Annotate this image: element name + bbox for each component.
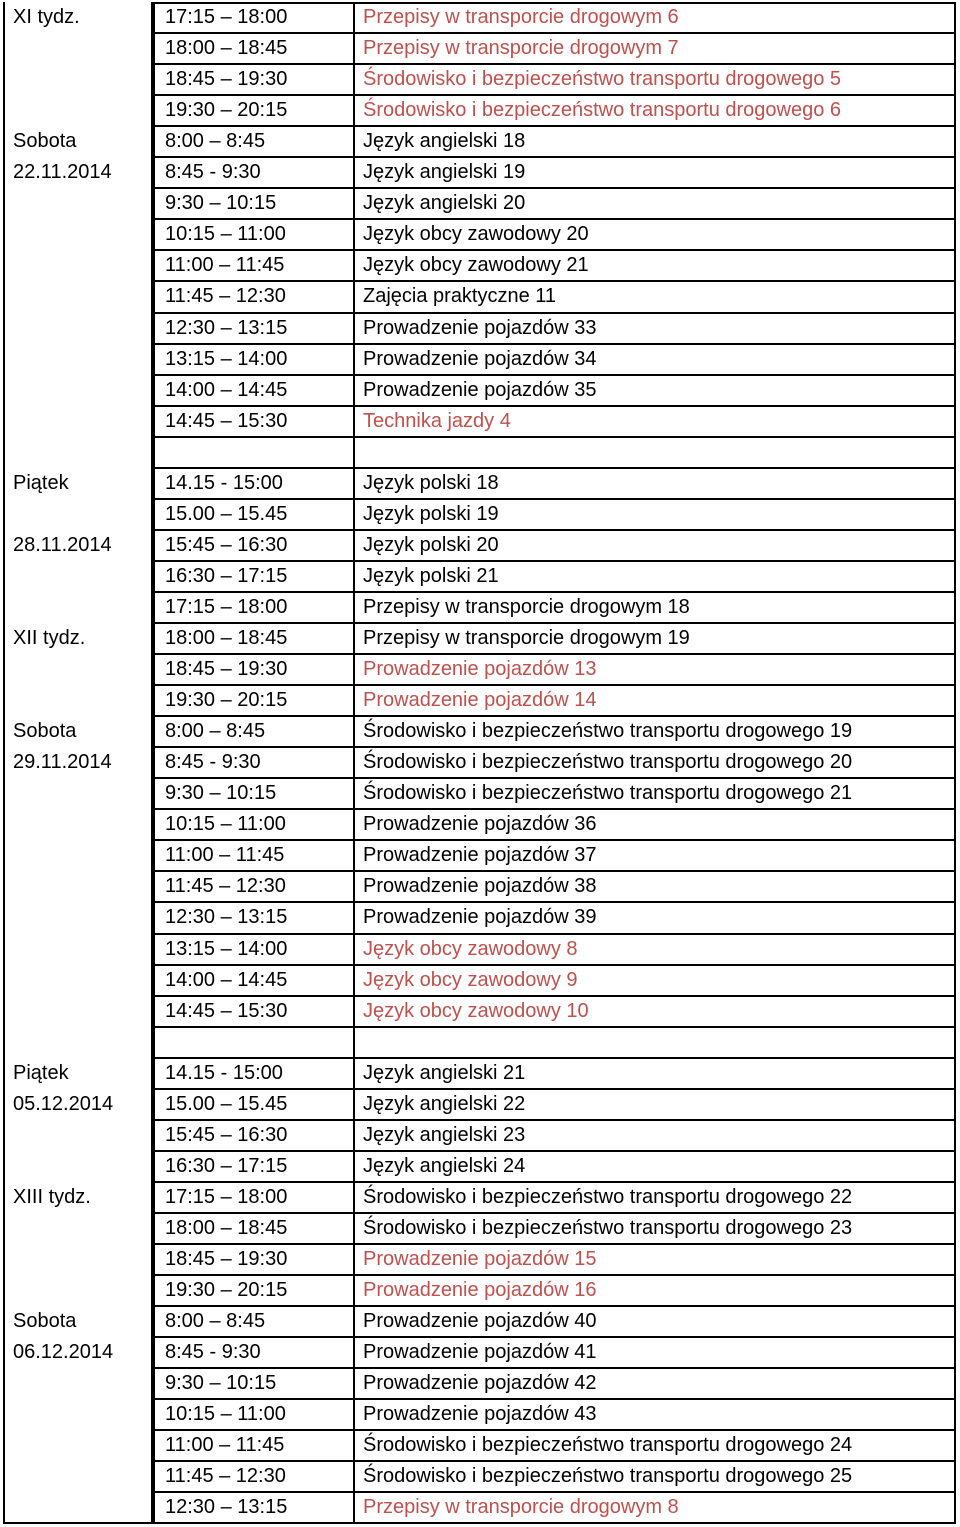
schedule-row: [155, 623, 956, 654]
time-slot: 14:45 – 15:30: [165, 409, 288, 432]
schedule-row: [155, 33, 956, 64]
schedule-row: [155, 871, 956, 902]
schedule-row: [155, 157, 956, 188]
schedule-row: [155, 64, 956, 95]
time-slot: 8:45 - 9:30: [165, 161, 261, 184]
schedule-row: [155, 592, 956, 623]
schedule-row: [155, 965, 956, 996]
subject: Prowadzenie pojazdów 35: [363, 378, 597, 401]
schedule-row: [155, 716, 956, 747]
subject: Przepisy w transporcie drogowym 19: [363, 627, 690, 649]
schedule-row: [155, 1492, 956, 1523]
time-slot: 14.15 - 15:00: [165, 471, 283, 494]
schedule-row: [155, 499, 956, 530]
subject: Prowadzenie pojazdów 14: [363, 689, 597, 712]
schedule-row: [155, 1337, 956, 1368]
time-slot: 8:00 – 8:45: [165, 720, 266, 743]
time-slot: 14:00 – 14:45: [165, 968, 288, 991]
subject: Przepisy w transporcie drogowym 8: [363, 1496, 679, 1519]
schedule-row: [155, 1399, 956, 1430]
subject: [363, 437, 953, 468]
time-slot: [165, 1027, 355, 1058]
time-slot: 10:15 – 11:00: [165, 1403, 286, 1426]
schedule-row: [155, 840, 956, 871]
time-slot: 9:30 – 10:15: [165, 192, 277, 215]
time-slot: 12:30 – 13:15: [165, 316, 288, 339]
schedule-row: [155, 406, 956, 437]
subject: Język polski 20: [363, 533, 499, 556]
schedule-row: [155, 281, 956, 312]
subject: Przepisy w transporcie drogowym 18: [363, 595, 690, 618]
day-label: Piątek: [13, 1061, 69, 1084]
subject: Prowadzenie pojazdów 40: [363, 1310, 597, 1333]
schedule-row: [155, 1306, 956, 1337]
subject: Język angielski 24: [363, 1154, 526, 1177]
time-slot: 18:00 – 18:45: [165, 1216, 288, 1239]
subject: Język angielski 22: [363, 1092, 526, 1115]
schedule-row: [155, 902, 956, 933]
time-slot: 8:45 - 9:30: [165, 1341, 261, 1364]
time-slot: 17:15 – 18:00: [165, 6, 288, 28]
time-slot: 18:00 – 18:45: [165, 37, 288, 60]
schedule-row: [155, 250, 956, 281]
week-label: XII tydz.: [13, 627, 86, 649]
subject: Prowadzenie pojazdów 33: [363, 316, 597, 339]
subject: Język angielski 21: [363, 1061, 526, 1084]
subject: Język angielski 23: [363, 1123, 526, 1146]
time-slot: 16:30 – 17:15: [165, 564, 288, 587]
subject: Język obcy zawodowy 10: [363, 999, 589, 1022]
subject: Prowadzenie pojazdów 43: [363, 1403, 597, 1426]
table-bottom-border: [3, 1522, 956, 1524]
day-label: Sobota: [13, 720, 77, 743]
schedule-row: [155, 1182, 956, 1213]
schedule-row: [155, 344, 956, 375]
time-slot: 15:45 – 16:30: [165, 1123, 288, 1146]
date-label: 22.11.2014: [13, 161, 112, 184]
schedule-row: [155, 1368, 956, 1399]
time-slot: 15:45 – 16:30: [165, 533, 288, 556]
schedule-row: [155, 437, 956, 468]
schedule-row: [155, 1461, 956, 1492]
subject: Prowadzenie pojazdów 34: [363, 347, 597, 370]
time-slot: 16:30 – 17:15: [165, 1154, 288, 1177]
time-slot: [165, 437, 355, 468]
subject: Prowadzenie pojazdów 37: [363, 844, 597, 867]
week-label: XI tydz.: [13, 6, 80, 28]
subject: Zajęcia praktyczne 11: [363, 285, 557, 308]
subject: Przepisy w transporcie drogowym 6: [363, 6, 679, 28]
time-slot: 14:45 – 15:30: [165, 999, 288, 1022]
subject: Środowisko i bezpieczeństwo transportu drogowego 20: [363, 751, 853, 774]
subject: Prowadzenie pojazdów 39: [363, 906, 597, 929]
schedule-row: [155, 126, 956, 157]
subject: Język obcy zawodowy 9: [363, 968, 578, 991]
subject: Środowisko i bezpieczeństwo transportu drogowego 5: [363, 68, 842, 91]
date-label: 28.11.2014: [13, 533, 112, 556]
schedule-row: [155, 219, 956, 250]
date-label: 29.11.2014: [13, 751, 112, 774]
time-slot: 10:15 – 11:00: [165, 223, 286, 246]
schedule-row: [155, 313, 956, 344]
schedule-row: [155, 654, 956, 685]
schedule-row: [155, 685, 956, 716]
schedule-row: [155, 747, 956, 778]
subject: Prowadzenie pojazdów 36: [363, 813, 597, 836]
schedule-row: [155, 809, 956, 840]
subject: Środowisko i bezpieczeństwo transportu drogowego 25: [363, 1465, 853, 1488]
schedule-row: [155, 375, 956, 406]
subject: Technika jazdy 4: [363, 409, 511, 432]
subject: Prowadzenie pojazdów 38: [363, 875, 597, 898]
subject: Prowadzenie pojazdów 42: [363, 1372, 597, 1395]
time-slot: 9:30 – 10:15: [165, 1372, 277, 1395]
day-label: Sobota: [13, 130, 77, 153]
schedule-row: [155, 95, 956, 126]
column-divider: [153, 2, 155, 1523]
subject: Język obcy zawodowy 8: [363, 937, 578, 960]
schedule-row: [155, 1120, 956, 1151]
schedule-row: [155, 1027, 956, 1058]
time-slot: 9:30 – 10:15: [165, 782, 277, 805]
schedule-row: [155, 1430, 956, 1461]
subject: Język polski 19: [363, 502, 499, 525]
subject: Środowisko i bezpieczeństwo transportu drogowego 6: [363, 99, 842, 122]
time-slot: 11:45 – 12:30: [165, 1465, 286, 1488]
schedule-row: [155, 561, 956, 592]
schedule-row: [155, 1213, 956, 1244]
time-slot: 18:45 – 19:30: [165, 658, 288, 681]
schedule-document: [3, 2, 956, 1524]
time-slot: 19:30 – 20:15: [165, 99, 288, 122]
schedule-row: [155, 934, 956, 965]
subject: Język polski 18: [363, 471, 499, 494]
column-divider: [954, 2, 956, 1523]
time-slot: 15.00 – 15.45: [165, 1092, 288, 1115]
schedule-row: [155, 778, 956, 809]
day-label: Piątek: [13, 471, 69, 494]
time-slot: 14.15 - 15:00: [165, 1061, 283, 1084]
time-slot: 18:45 – 19:30: [165, 68, 288, 91]
time-slot: 12:30 – 13:15: [165, 1496, 288, 1519]
schedule-row: [155, 1244, 956, 1275]
date-label: 05.12.2014: [13, 1092, 114, 1115]
subject: Język angielski 18: [363, 130, 526, 153]
time-slot: 19:30 – 20:15: [165, 1279, 288, 1302]
subject: Język obcy zawodowy 20: [363, 223, 589, 246]
subject: Język polski 21: [363, 564, 499, 587]
subject: Przepisy w transporcie drogowym 7: [363, 37, 679, 60]
time-slot: 13:15 – 14:00: [165, 937, 288, 960]
time-slot: 11:00 – 11:45: [165, 254, 285, 277]
subject: Język angielski 20: [363, 192, 526, 215]
time-slot: 14:00 – 14:45: [165, 378, 288, 401]
time-slot: 12:30 – 13:15: [165, 906, 288, 929]
schedule-row: [155, 1058, 956, 1089]
subject: Środowisko i bezpieczeństwo transportu drogowego 23: [363, 1216, 853, 1239]
time-slot: 19:30 – 20:15: [165, 689, 288, 712]
schedule-row: [155, 530, 956, 561]
time-slot: 18:45 – 19:30: [165, 1248, 288, 1270]
table-top-border: [153, 2, 956, 4]
schedule-row: [155, 1275, 956, 1306]
subject: Środowisko i bezpieczeństwo transportu drogowego 22: [363, 1185, 853, 1208]
time-slot: 11:00 – 11:45: [165, 1434, 285, 1457]
time-slot: 17:15 – 18:00: [165, 595, 288, 618]
time-slot: 10:15 – 11:00: [165, 813, 286, 836]
schedule-row: [155, 996, 956, 1027]
subject: Prowadzenie pojazdów 41: [363, 1341, 597, 1364]
schedule-row: [155, 1151, 956, 1182]
time-slot: 17:15 – 18:00: [165, 1185, 288, 1208]
time-slot: 8:00 – 8:45: [165, 130, 266, 153]
subject: Język angielski 19: [363, 161, 526, 184]
date-label: 06.12.2014: [13, 1341, 114, 1364]
schedule-row: [155, 1089, 956, 1120]
subject: Środowisko i bezpieczeństwo transportu drogowego 19: [363, 720, 853, 743]
time-slot: 18:00 – 18:45: [165, 627, 288, 649]
day-label: Sobota: [13, 1310, 77, 1333]
time-slot: 8:45 - 9:30: [165, 751, 261, 774]
subject: Język obcy zawodowy 21: [363, 254, 589, 277]
time-slot: 11:45 – 12:30: [165, 285, 286, 308]
subject: Środowisko i bezpieczeństwo transportu drogowego 24: [363, 1434, 853, 1457]
subject: Prowadzenie pojazdów 15: [363, 1248, 597, 1270]
time-slot: 13:15 – 14:00: [165, 347, 288, 370]
subject: [363, 1027, 953, 1058]
time-slot: 8:00 – 8:45: [165, 1310, 266, 1333]
subject: Prowadzenie pojazdów 16: [363, 1279, 597, 1302]
subject: Prowadzenie pojazdów 13: [363, 658, 597, 681]
week-label: XIII tydz.: [13, 1185, 91, 1208]
schedule-row: [155, 2, 956, 33]
time-slot: 11:00 – 11:45: [165, 844, 285, 867]
schedule-row: [155, 468, 956, 499]
subject: Środowisko i bezpieczeństwo transportu drogowego 21: [363, 782, 853, 805]
time-slot: 15.00 – 15.45: [165, 502, 288, 525]
column-divider: [353, 2, 355, 1523]
time-slot: 11:45 – 12:30: [165, 875, 286, 898]
schedule-row: [155, 188, 956, 219]
